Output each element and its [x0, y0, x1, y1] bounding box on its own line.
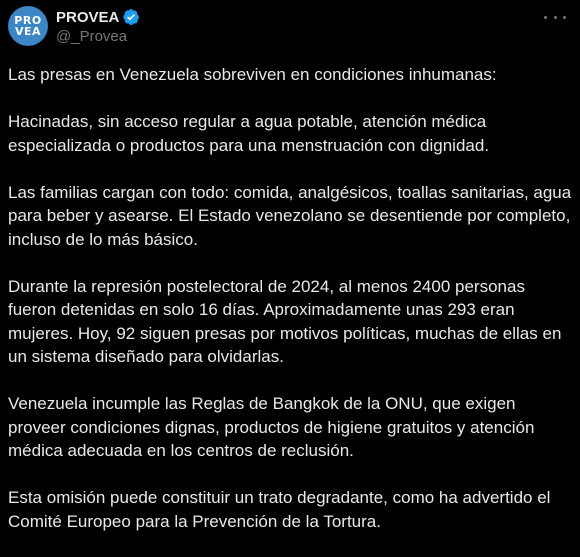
- post-paragraph-4: Durante la represión postelectoral de 2024, al menos 2400 personas fueron detenidas en solo 16 días. Aproximadamente unas 293 eran mujeres. Hoy, 92 siguen presas por motivos políticas, muchas de ellas en un sistema diseñado para olvidarlas.: [8, 276, 562, 366]
- post-header: [8, 6, 572, 48]
- author-handle[interactable]: @_Provea: [56, 28, 128, 45]
- more-options-icon[interactable]: [544, 10, 566, 24]
- avatar-logo-line2: VEA: [14, 25, 42, 38]
- post-paragraph-2: Hacinadas, sin acceso regular a agua potable, atención médica especializada o productos para una menstruación con dignidad.: [8, 112, 490, 155]
- post-paragraph-1: Las presas en Venezuela sobreviven en condiciones inhumanas:: [8, 65, 497, 84]
- post-paragraph-5: Venezuela incumple las Reglas de Bangkok de la ONU, que exigen proveer condiciones dignas, productos de higiene gratuitos y atención médica adecuada en los centros de reclusión.: [8, 394, 535, 460]
- post-paragraph-3: Las familias cargan con todo: comida, analgésicos, toallas sanitarias, agua para beber y asearse. El Estado venezolano se desentiende por completo, incluso de lo más básico.: [8, 182, 572, 249]
- post-text: [8, 63, 574, 557]
- avatar[interactable]: [8, 6, 48, 46]
- display-name-row: [56, 7, 140, 27]
- author-names: [56, 7, 140, 45]
- display-name[interactable]: PROVEA: [56, 8, 120, 26]
- post-paragraph-6: Esta omisión puede constituir un trato degradante, como ha advertido el Comité Europeo para la Prevención de la Tortura.: [8, 488, 551, 531]
- verified-badge-icon[interactable]: [122, 8, 140, 26]
- avatar-logo-line1: PRO: [14, 14, 42, 27]
- avatar-logo: [8, 6, 48, 46]
